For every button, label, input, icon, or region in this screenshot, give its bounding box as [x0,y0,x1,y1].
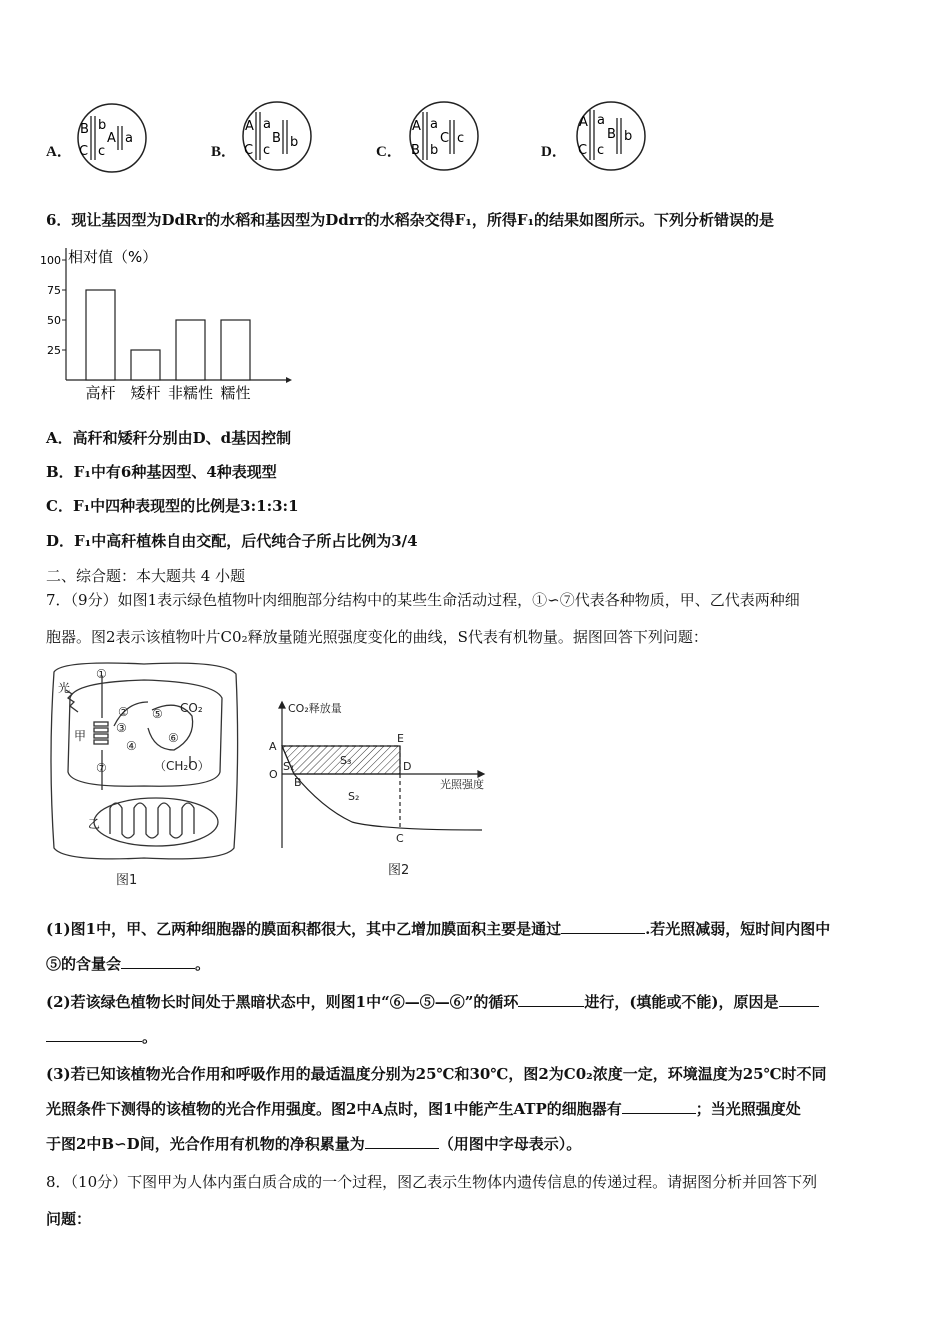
q7-figure-1 [44,658,244,890]
gene-label: B [80,122,89,137]
gene-label: c [597,143,605,158]
fig1-yi: 乙 [88,817,101,831]
q6-stem: 6．现让基因型为DdRr的水稻和基因型为Ddrr的水稻杂交得F₁，所得F₁的结果如图所示。下列分析错误的是 [46,211,775,229]
fig1-n6: ⑥ [168,731,179,745]
q6-option-a: A．高秆和矮秆分别由D、d基因控制 [46,429,292,447]
q7-part2-text-c: 。 [142,1028,158,1046]
bar [221,320,250,380]
q7-part3-text-b: 光照条件下测得的该植物的光合作用强度。图2中A点时，图1中能产生ATP的细胞器有 [46,1100,622,1118]
q8-stem-line2: 问题： [46,1210,92,1228]
q7-part3-text-a: (3)若已知该植物光合作用和呼吸作用的最适温度分别为25℃和30℃，图2为C0₂浓度一定，环境温度为25℃时不同 [46,1065,827,1083]
fig2-o: O [269,768,278,781]
q7-part1-text-c: ⑤的含量会 [46,955,122,973]
answer-blank[interactable] [518,992,584,1007]
q6-option-c: C．F₁中四种表现型的比例是3:1:3:1 [46,497,299,515]
fig2-s1: S₁ [283,760,295,773]
gene-label: B [411,143,420,158]
q7-part1 [46,912,906,982]
option-a-label: A． [46,144,72,160]
gene-label: b [624,129,633,144]
bar [131,350,160,380]
gene-label: c [457,131,465,146]
gene-label: b [290,135,299,150]
y-tick-label: 25 [47,344,61,357]
q6-option-d: D．F₁中高秆植株自由交配，后代纯合子所占比例为3/4 [46,532,418,550]
cell-diagram-d [569,98,649,178]
fig2-a: A [269,740,277,753]
option-d-label: D． [541,144,567,160]
answer-blank[interactable] [622,1099,696,1114]
x-category-label: 糯性 [220,384,251,402]
fig2-caption: 图2 [388,863,410,878]
q7-part3-text-d: 于图2中B∽D间，光合作用有机物的净积累量为 [46,1135,365,1153]
fig2-xlabel: 光照强度 [440,778,484,791]
gene-label: a [430,117,438,132]
chart-ylabel: 相对值（%） [68,248,158,266]
gene-label: B [272,131,281,146]
gene-label: c [98,144,106,159]
q7-stem-line1: 7．（9分）如图1表示绿色植物叶肉细胞部分结构中的某些生命活动过程，①∽⑦代表各种物质，甲、乙代表两种细 [46,591,800,609]
gene-label: A [107,131,116,146]
y-tick-label: 75 [47,284,61,297]
fig1-jia: 甲 [74,729,87,743]
q7-part1-text-a: (1)图1中，甲、乙两种细胞器的膜面积都很大，其中乙增加膜面积主要是通过 [46,920,562,938]
q7-part2-text-a: (2)若该绿色植物长时间处于黑暗状态中，则图1中“⑥—⑤—⑥”的循环 [46,993,519,1011]
fig1-n5: ⑤ [152,707,163,721]
fig1-n1: ① [96,667,107,681]
q7-part2-text-b: 进行，(填能或不能)，原因是 [584,993,779,1011]
gene-label: c [263,143,271,158]
answer-blank[interactable] [46,1027,142,1042]
fig2-d: D [403,760,412,773]
option-c-label: C． [376,144,402,160]
gene-label: b [430,143,439,158]
y-tick-label: 100 [40,254,61,267]
answer-blank[interactable] [365,1134,439,1149]
x-category-label: 高杆 [85,384,116,402]
gene-label: A [412,119,421,134]
q7-part3-text-e: （用图中字母表示）。 [438,1135,582,1153]
x-category-label: 矮杆 [130,384,161,402]
section-heading: 二、综合题：本大题共 4 小题 [46,567,246,585]
cell-diagram-c [404,98,484,178]
q6-bar-chart [40,240,300,408]
fig2-s2: S₂ [348,790,360,803]
answer-blank[interactable] [561,919,645,934]
fig1-n4: ④ [126,739,137,753]
gene-label: a [597,113,605,128]
q7-part1-text-b: .若光照减弱，短时间内图中 [645,920,831,938]
fig1-n7: ⑦ [96,761,107,775]
q7-stem-line2: 胞器。图2表示该植物叶片C0₂释放量随光照强度变化的曲线，S代表有机物量。据图回答下列问题： [46,628,708,646]
fig2-c: C [396,832,404,845]
fig2-ylabel: CO₂释放量 [288,702,342,715]
q6-option-b: B．F₁中有6种基因型、4种表现型 [46,463,277,481]
fig2-b: B [294,776,302,789]
gene-label: C [578,143,588,158]
fig2-e: E [397,732,404,745]
gene-label: B [607,127,616,142]
fig1-n3: ③ [116,721,127,735]
answer-blank[interactable] [121,954,195,969]
q8-stem-line1: 8．（10分）下图甲为人体内蛋白质合成的一个过程，图乙表示生物体内遗传信息的传递过程。请据图分析并回答下列 [46,1173,818,1191]
q7-part3 [46,1057,906,1162]
bar [176,320,205,380]
bar [86,290,115,380]
gene-label: b [98,118,107,133]
q7-part3-text-c: ；当光照强度处 [695,1100,801,1118]
gene-label: a [263,117,271,132]
q7-part1-text-d: 。 [195,955,211,973]
gene-label: A [579,115,588,130]
option-b-label: B． [211,144,237,160]
fig1-light: 光 [58,681,71,695]
fig1-ch2o: （CH₂O） [154,759,210,773]
fig1-n2: ② [118,705,129,719]
gene-label: C [440,131,450,146]
fig1-co2: CO₂ [180,701,203,715]
q7-figure-2 [262,698,490,884]
gene-label: a [125,131,133,146]
gene-label: C [79,144,89,159]
gene-label: A [245,119,254,134]
fig2-s3: S₃ [340,754,352,767]
q5-options [46,98,906,178]
y-tick-label: 50 [47,314,61,327]
gene-label: C [244,143,254,158]
cell-diagram-b [239,98,319,178]
fig1-caption: 图1 [116,873,138,888]
answer-blank[interactable] [779,992,819,1007]
cell-diagram-a [74,98,154,178]
q7-part2 [46,985,906,1055]
x-category-label: 非糯性 [167,384,214,402]
